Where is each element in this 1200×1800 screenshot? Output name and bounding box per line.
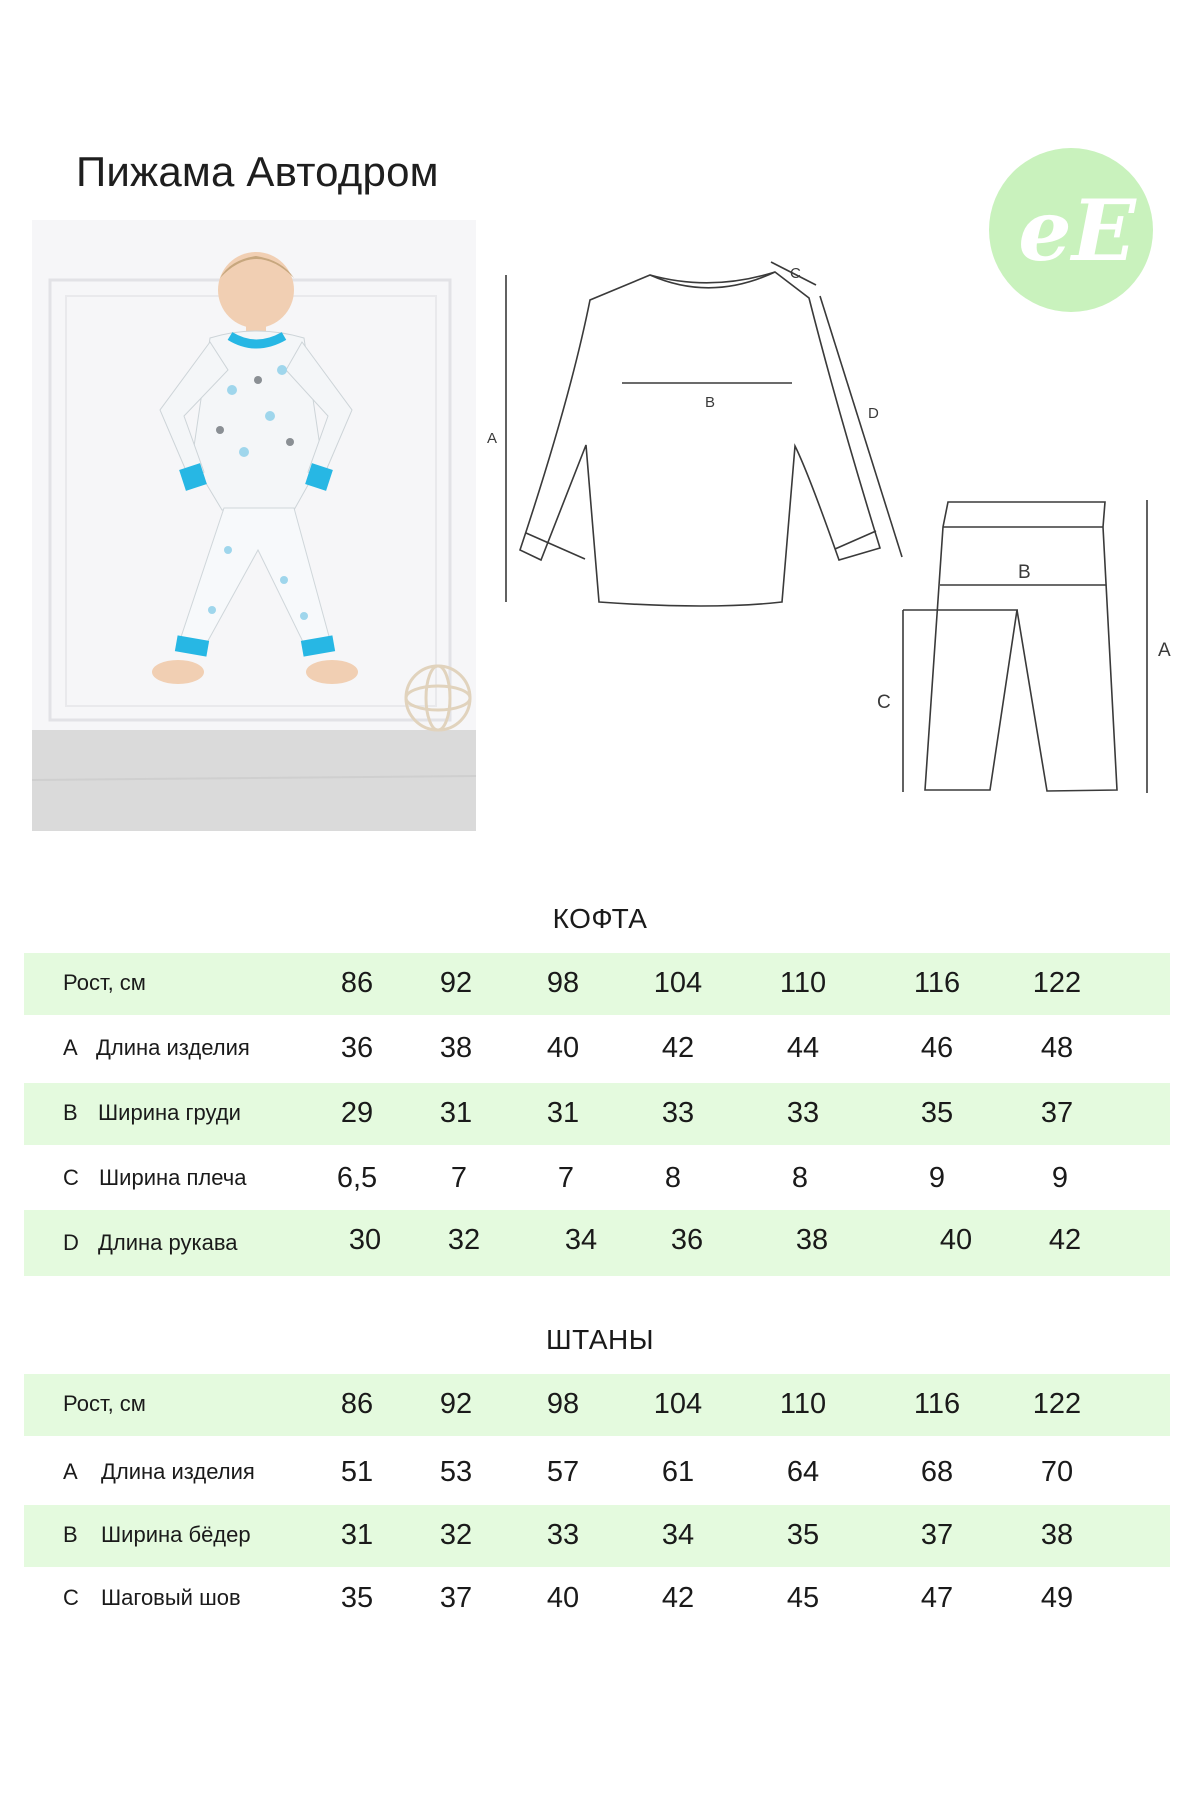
page-title: Пижама Автодром	[76, 148, 439, 195]
table-cell: 38	[439, 1032, 473, 1064]
table-cell: 40	[546, 1032, 580, 1064]
table-cell: 30	[348, 1224, 382, 1256]
table-row	[24, 1083, 1170, 1145]
pants-label-c: C	[877, 692, 891, 713]
pants-drawing	[925, 502, 1117, 791]
row-label: Длина рукава	[98, 1230, 238, 1255]
table-cell: 40	[939, 1224, 973, 1256]
row-label: Ширина бёдер	[101, 1522, 251, 1547]
table-cell: 61	[661, 1456, 695, 1488]
table-cell: 64	[786, 1456, 820, 1488]
table-cell: 49	[1040, 1582, 1074, 1614]
table-cell: 32	[447, 1224, 481, 1256]
table-cell: 70	[1040, 1456, 1074, 1488]
table-cell: 33	[786, 1097, 820, 1129]
table-cell: 42	[661, 1032, 695, 1064]
row-letter: C	[63, 1165, 79, 1190]
table-cell: 7	[557, 1162, 575, 1194]
row-letter: D	[63, 1230, 79, 1255]
table-cell: 7	[450, 1162, 468, 1194]
row-label: Рост, см	[63, 970, 146, 995]
table-cell: 44	[786, 1032, 820, 1064]
table-row	[24, 1018, 1170, 1080]
table-cell: 53	[439, 1456, 473, 1488]
table-cell: 34	[564, 1224, 598, 1256]
table-cell: 110	[779, 967, 827, 999]
table-row	[24, 1442, 1170, 1504]
table-title-shirt: КОФТА	[552, 903, 648, 934]
row-letter: B	[63, 1100, 78, 1125]
row-label: Ширина груди	[98, 1100, 241, 1125]
table-cell: 40	[546, 1582, 580, 1614]
table-cell: 42	[661, 1582, 695, 1614]
table-cell: 86	[340, 967, 374, 999]
table-row	[24, 1568, 1170, 1630]
shirt-drawing	[520, 272, 880, 606]
table-cell: 35	[340, 1582, 374, 1614]
table-cell: 9	[1051, 1162, 1069, 1194]
table-header-row	[24, 1374, 1170, 1436]
table-cell: 92	[439, 967, 473, 999]
table-cell: 37	[439, 1582, 473, 1614]
table-cell: 36	[670, 1224, 704, 1256]
table-header-row	[24, 953, 1170, 1015]
table-cell: 35	[920, 1097, 954, 1129]
row-label: Шаговый шов	[101, 1585, 241, 1610]
size-diagram	[0, 0, 1200, 820]
table-cell: 31	[340, 1519, 374, 1551]
shirt-dim-d	[820, 296, 902, 557]
logo-lettering: eE	[1018, 181, 1136, 280]
pants-label-a: A	[1158, 640, 1171, 661]
row-letter: B	[63, 1522, 78, 1547]
table-cell: 122	[1032, 967, 1082, 999]
table-cell: 45	[786, 1582, 820, 1614]
table-cell: 8	[791, 1162, 809, 1194]
shirt-label-c: C	[790, 265, 801, 282]
table-cell: 36	[340, 1032, 374, 1064]
table-cell: 34	[661, 1519, 695, 1551]
table-cell: 47	[920, 1582, 954, 1614]
table-cell: 37	[1040, 1097, 1074, 1129]
table-cell: 110	[779, 1388, 827, 1420]
row-label: Длина изделия	[101, 1459, 255, 1484]
table-cell: 98	[546, 967, 580, 999]
table-cell: 35	[786, 1519, 820, 1551]
pants-label-b: B	[1018, 562, 1031, 583]
table-cell: 42	[1048, 1224, 1082, 1256]
table-cell: 32	[439, 1519, 473, 1551]
row-label: Ширина плеча	[99, 1165, 247, 1190]
table-cell: 48	[1040, 1032, 1074, 1064]
table-cell: 31	[439, 1097, 473, 1129]
row-letter: A	[63, 1035, 78, 1060]
shirt-label-d: D	[868, 405, 879, 422]
table-cell: 116	[913, 967, 961, 999]
table-cell: 57	[546, 1456, 580, 1488]
table-cell: 9	[928, 1162, 946, 1194]
table-cell: 51	[340, 1456, 374, 1488]
table-cell: 29	[340, 1097, 374, 1129]
table-cell: 104	[653, 967, 703, 999]
table-cell: 104	[653, 1388, 703, 1420]
table-cell: 38	[795, 1224, 829, 1256]
table-cell: 31	[546, 1097, 580, 1129]
table-row	[24, 1505, 1170, 1567]
table-cell: 86	[340, 1388, 374, 1420]
table-cell: 33	[546, 1519, 580, 1551]
table-cell: 116	[913, 1388, 961, 1420]
table-cell: 38	[1040, 1519, 1074, 1551]
table-cell: 33	[661, 1097, 695, 1129]
table-cell: 37	[920, 1519, 954, 1551]
table-cell: 122	[1032, 1388, 1082, 1420]
table-cell: 6,5	[336, 1162, 378, 1194]
table-cell: 8	[664, 1162, 682, 1194]
row-label: Длина изделия	[96, 1035, 250, 1060]
table-cell: 68	[920, 1456, 954, 1488]
table-row	[24, 1210, 1170, 1276]
table-cell: 98	[546, 1388, 580, 1420]
table-row	[24, 1148, 1170, 1210]
row-label: Рост, см	[63, 1391, 146, 1416]
shirt-label-a: A	[487, 430, 498, 447]
row-letter: C	[63, 1585, 79, 1610]
shirt-label-b: B	[705, 394, 716, 411]
row-letter: A	[63, 1459, 78, 1484]
table-cell: 92	[439, 1388, 473, 1420]
table-title-pants: ШТАНЫ	[545, 1324, 655, 1355]
table-cell: 46	[920, 1032, 954, 1064]
